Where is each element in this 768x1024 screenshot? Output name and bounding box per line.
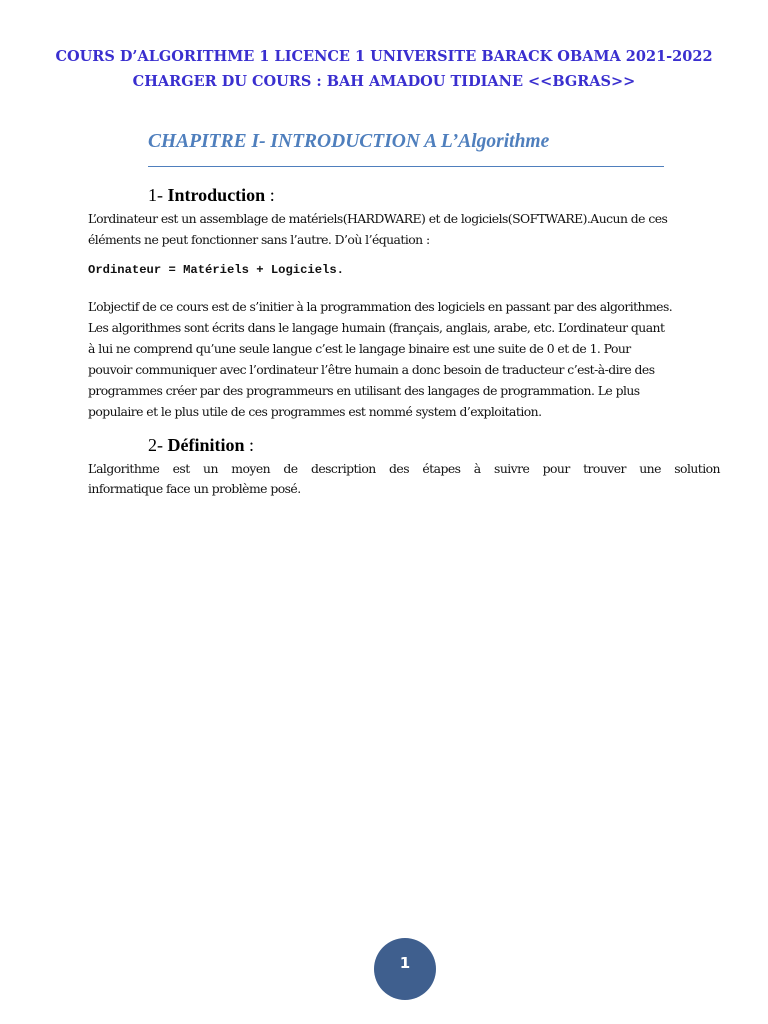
paragraph-line: programmes créer par des programmeurs en utilisant des langages de programmation. Le plus [88,383,640,398]
intro-paragraph-2 [88,296,720,422]
paragraph-line: populaire et le plus utile de ces programmes est nommé system d’exploitation. [88,404,542,419]
section-heading-introduction [148,185,275,206]
paragraph-line: à lui ne comprend qu’une seule langue c’est le langage binaire est une suite de 0 et de 1. Pour [88,341,631,356]
paragraph-line: L’algorithme est un moyen de description des étapes à suivre pour trouver une solution [88,461,720,476]
section-number: 1- [148,185,168,205]
paragraph-line: pouvoir communiquer avec l’ordinateur l’être humain a donc besoin de traducteur c’est-à-dire des [88,362,655,377]
page-number: 1 [399,954,411,972]
course-header-line1: COURS D’ALGORITHME 1 LICENCE 1 UNIVERSITE BARACK OBAMA 2021-2022 [55,48,713,65]
section-title: Introduction [167,185,266,205]
equation: Ordinateur = Matériels + Logiciels. [88,263,344,277]
paragraph-line: informatique face un problème posé. [88,481,301,496]
section-title: Définition [167,435,245,455]
paragraph-line: Les algorithmes sont écrits dans le langage humain (français, anglais, arabe, etc. L’ordinateur quant [88,320,665,335]
intro-paragraph-1 [88,208,720,250]
section-colon: : [265,185,275,205]
paragraph-line: éléments ne peut fonctionner sans l’autre. D’où l’équation : [88,232,430,247]
chapter-title: CHAPITRE I- INTRODUCTION A L’Algorithme [148,131,550,152]
page-number-badge [374,938,436,1000]
definition-paragraph [88,459,720,499]
course-header-line2: CHARGER DU COURS : BAH AMADOU TIDIANE <<BGRAS>> [132,73,636,90]
section-heading-definition [148,435,254,456]
section-colon: : [244,435,255,455]
paragraph-line: L’ordinateur est un assemblage de matériels(HARDWARE) et de logiciels(SOFTWARE).Aucun de ces [88,211,668,226]
paragraph-line: L’objectif de ce cours est de s’initier à la programmation des logiciels en passant par des algorithmes. [88,299,673,314]
section-number: 2- [148,435,168,455]
chapter-underline [148,166,664,167]
